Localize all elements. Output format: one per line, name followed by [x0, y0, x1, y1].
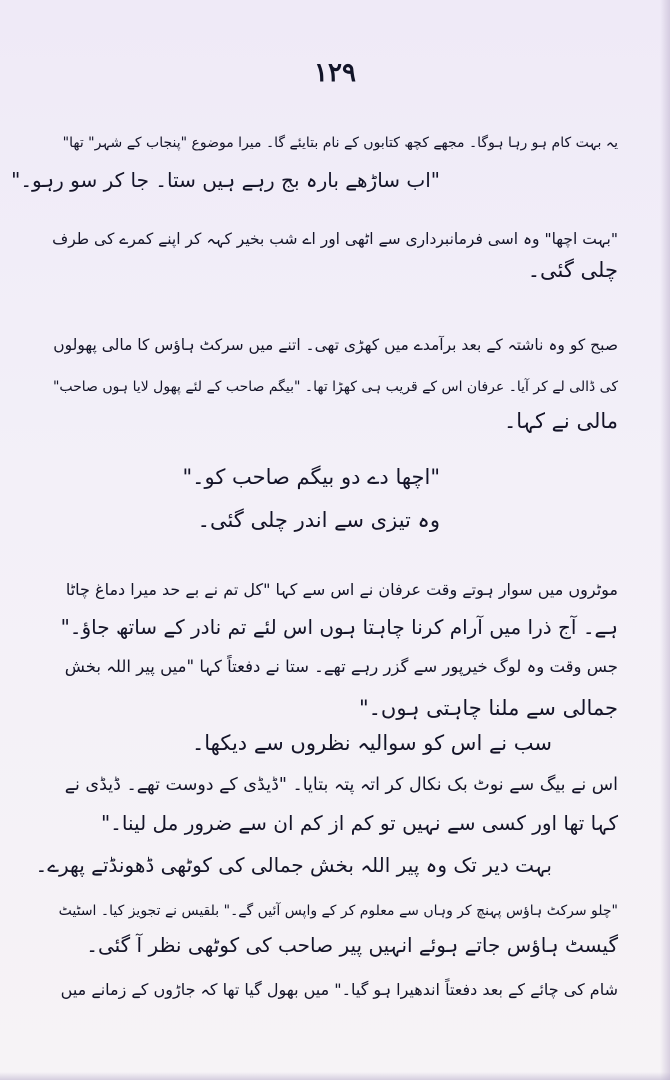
- text-line: مالی نے کہا۔: [503, 409, 618, 433]
- text-line: موٹروں میں سوار ہوتے وقت عرفان نے اس سے کہا "کل تم نے بے حد میرا دماغ چاٹا: [65, 580, 618, 599]
- text-line: جمالی سے ملنا چاہتی ہوں۔": [358, 696, 618, 720]
- text-line: یہ بہت کام ہو رہا ہوگا۔ مجھے کچھ کتابوں کے نام بتایئے گا۔ میرا موضوع "پنجاب کے شہر" تھا": [62, 135, 618, 151]
- text-line: گیسٹ ہاؤس جاتے ہوئے انہیں پیر صاحب کی کوٹھی نظر آ گئی۔: [86, 933, 618, 957]
- text-line: سب نے اس کو سوالیہ نظروں سے دیکھا۔: [191, 731, 552, 755]
- text-line: بہت دیر تک وہ پیر اللہ بخش جمالی کی کوٹھی ڈھونڈتے پھرے۔: [35, 853, 552, 877]
- page-edge-shadow-bottom: [0, 1072, 670, 1080]
- text-line: "اب ساڑھے بارہ بج رہے ہیں ستا۔ جا کر سو رہو۔": [11, 168, 440, 192]
- text-line: جس وقت وہ لوگ خیرپور سے گزر رہے تھے۔ ستا نے دفعتاً کہا "میں پیر اللہ بخش: [64, 657, 618, 676]
- text-line: شام کی چائے کے بعد دفعتاً اندھیرا ہو گیا۔" میں بھول گیا تھا کہ جاڑوں کے زمانے میں: [60, 980, 618, 999]
- page-edge-shadow: [660, 0, 670, 1080]
- text-line: "چلو سرکٹ ہاؤس پہنچ کر وہاں سے معلوم کر کے واپس آئیں گے۔" بلقیس نے تجویز کیا۔ اسٹیٹ: [58, 903, 618, 919]
- text-line: وہ تیزی سے اندر چلی گئی۔: [197, 508, 440, 532]
- text-line: کی ڈالی لے کر آیا۔ عرفان اس کے قریب ہی کھڑا تھا۔ "بیگم صاحب کے لئے پھول لایا ہوں صاحب": [52, 379, 618, 395]
- text-line: "اچھا دے دو بیگم صاحب کو۔": [182, 465, 440, 489]
- page-number: ۱۲۹: [314, 58, 356, 88]
- text-line: "بہت اچھا" وہ اسی فرمانبرداری سے اٹھی اور اے شب بخیر کہہ کر اپنے کمرے کی طرف: [52, 230, 618, 248]
- text-line: اس نے بیگ سے نوٹ بک نکال کر اتہ پتہ بتایا۔ "ڈیڈی کے دوست تھے۔ ڈیڈی نے: [64, 775, 618, 795]
- text-line: ہے۔ آج ذرا میں آرام کرنا چاہتا ہوں اس لئے تم نادر کے ساتھ جاؤ۔": [60, 615, 618, 639]
- text-line: کہا تھا اور کسی سے نہیں تو کم از کم ان سے ضرور مل لینا۔": [100, 811, 618, 835]
- text-line: صبح کو وہ ناشتہ کے بعد برآمدے میں کھڑی تھی۔ اتنے میں سرکٹ ہاؤس کا مالی پھولوں: [53, 336, 618, 354]
- text-line: چلی گئی۔: [527, 258, 618, 282]
